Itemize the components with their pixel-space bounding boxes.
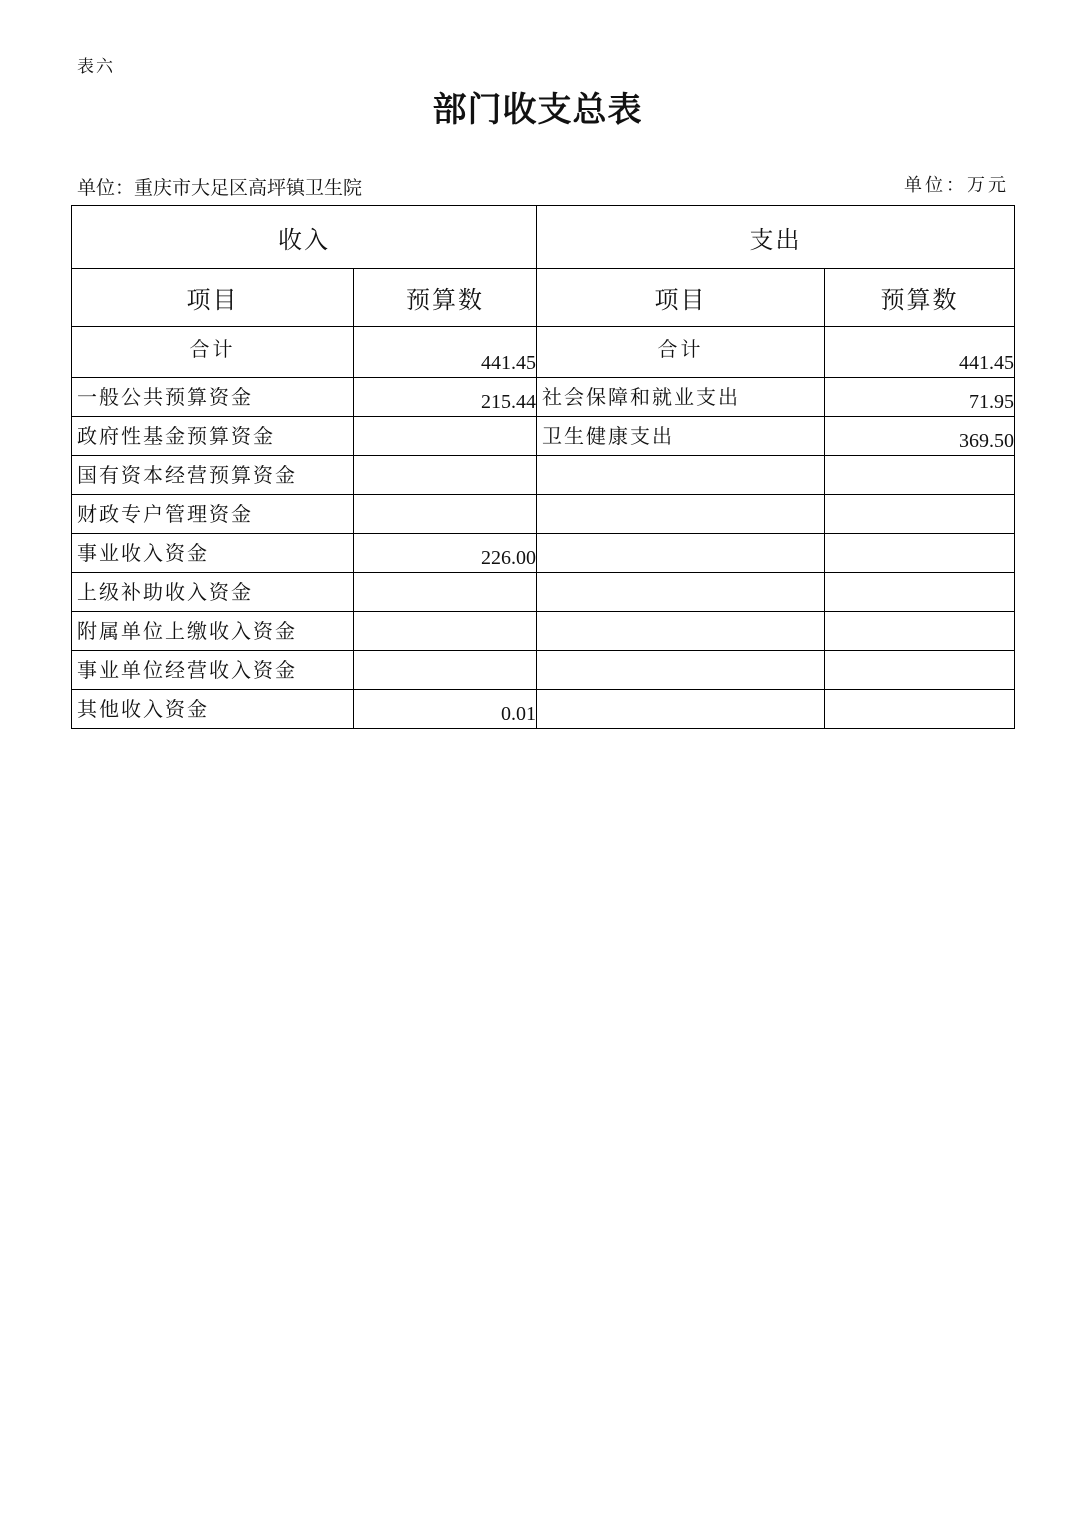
expense-item — [537, 651, 825, 690]
expense-value: 71.95 — [825, 378, 1015, 417]
income-item: 附属单位上缴收入资金 — [72, 612, 354, 651]
expense-value — [825, 651, 1015, 690]
income-item: 事业收入资金 — [72, 534, 354, 573]
income-value: 215.44 — [354, 378, 537, 417]
total-row — [72, 327, 1015, 378]
expense-item — [537, 612, 825, 651]
table-row — [72, 612, 1015, 651]
expense-value: 369.50 — [825, 417, 1015, 456]
expense-item — [537, 456, 825, 495]
income-item: 政府性基金预算资金 — [72, 417, 354, 456]
budget-table — [71, 205, 1015, 729]
expense-item — [537, 690, 825, 729]
expense-group-header: 支出 — [537, 206, 1015, 269]
income-value — [354, 495, 537, 534]
expense-value — [825, 534, 1015, 573]
table-row — [72, 495, 1015, 534]
unit-organization: 单位：重庆市大足区高坪镇卫生院 — [77, 177, 363, 199]
unit-currency: 单位：万元 — [904, 175, 1009, 196]
income-value — [354, 417, 537, 456]
expense-value — [825, 612, 1015, 651]
income-value — [354, 612, 537, 651]
income-item: 事业单位经营收入资金 — [72, 651, 354, 690]
table-row — [72, 534, 1015, 573]
table-row — [72, 651, 1015, 690]
income-item: 其他收入资金 — [72, 690, 354, 729]
income-item-column-header: 项目 — [72, 269, 354, 327]
expense-item: 卫生健康支出 — [537, 417, 825, 456]
expense-value — [825, 690, 1015, 729]
income-item: 一般公共预算资金 — [72, 378, 354, 417]
income-value: 0.01 — [354, 690, 537, 729]
income-value: 226.00 — [354, 534, 537, 573]
expense-value — [825, 573, 1015, 612]
income-total-value: 441.45 — [354, 327, 537, 378]
table-row — [72, 573, 1015, 612]
expense-budget-column-header: 预算数 — [825, 269, 1015, 327]
income-value — [354, 573, 537, 612]
income-budget-column-header: 预算数 — [354, 269, 537, 327]
expense-total-label: 合计 — [537, 327, 825, 378]
income-value — [354, 456, 537, 495]
expense-item — [537, 573, 825, 612]
income-group-header: 收入 — [72, 206, 537, 269]
income-value — [354, 651, 537, 690]
expense-value — [825, 456, 1015, 495]
expense-item: 社会保障和就业支出 — [537, 378, 825, 417]
table-row — [72, 456, 1015, 495]
group-header-row — [72, 206, 1015, 269]
income-item: 国有资本经营预算资金 — [72, 456, 354, 495]
income-item: 财政专户管理资金 — [72, 495, 354, 534]
table-row — [72, 378, 1015, 417]
table-row — [72, 417, 1015, 456]
expense-total-value: 441.45 — [825, 327, 1015, 378]
income-total-label: 合计 — [72, 327, 354, 378]
income-item: 上级补助收入资金 — [72, 573, 354, 612]
table-label: 表六 — [77, 57, 115, 77]
expense-value — [825, 495, 1015, 534]
page-title: 部门收支总表 — [432, 90, 643, 130]
expense-item — [537, 534, 825, 573]
expense-item-column-header: 项目 — [537, 269, 825, 327]
table-row — [72, 690, 1015, 729]
expense-item — [537, 495, 825, 534]
column-header-row — [72, 269, 1015, 327]
